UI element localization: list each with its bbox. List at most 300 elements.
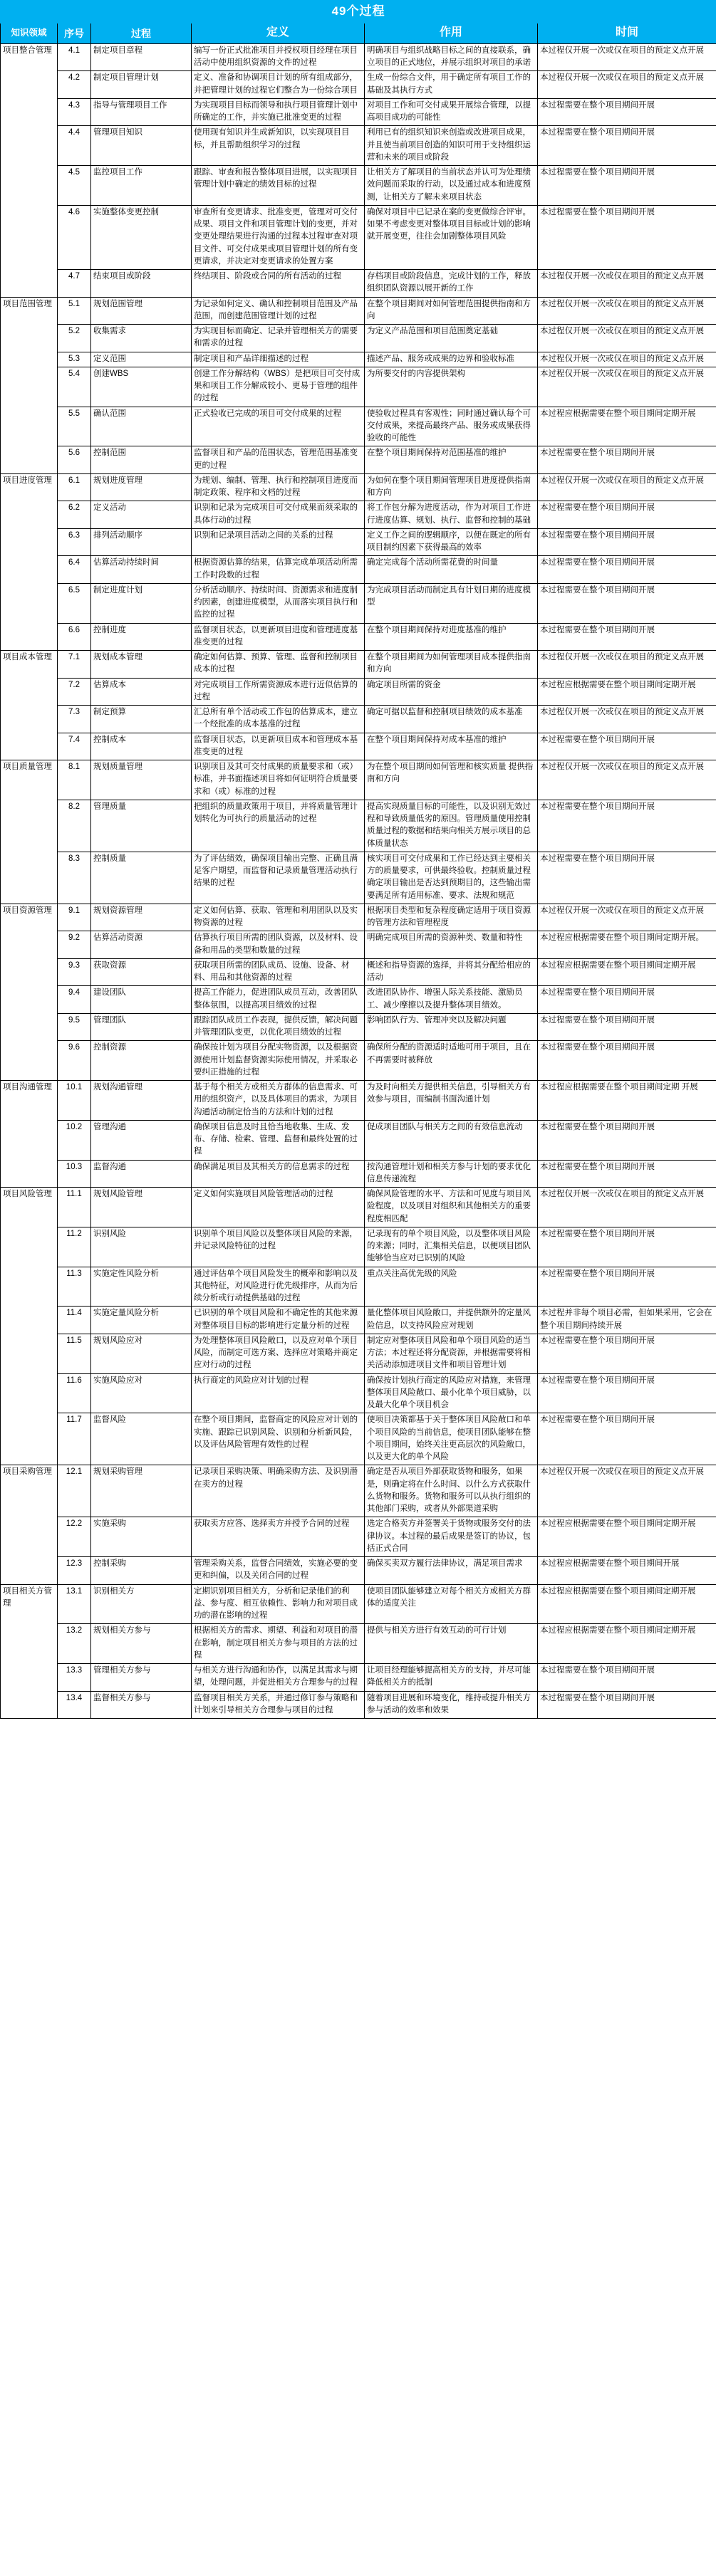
process-name-cell: 实施整体变更控制	[91, 205, 192, 269]
column-header-time: 时间	[538, 23, 716, 43]
table-row	[1, 71, 716, 99]
process-name-cell: 识别相关方	[91, 1584, 192, 1624]
process-role-cell: 为所要交付的内容提供架构	[365, 367, 538, 407]
process-time-cell: 本过程需要在整个项目期间开展	[538, 501, 716, 529]
knowledge-area-cell: 项目风险管理	[1, 1188, 58, 1465]
process-name-cell: 管理团队	[91, 1013, 192, 1041]
process-definition-cell: 提高工作能力，促进团队成员互动，改善团队整体氛围，以提高项目绩效的过程	[192, 986, 365, 1014]
process-name-cell: 规划风险应对	[91, 1334, 192, 1373]
process-seq-cell: 6.6	[58, 623, 91, 651]
process-seq-cell: 8.1	[58, 760, 91, 800]
column-header-process: 过程	[91, 23, 192, 43]
process-definition-cell: 定期识别项目相关方，分析和记录他们的利益、参与度、相互依赖性、影响力和对项目成功的潜在影响的过程	[192, 1584, 365, 1624]
process-definition-cell: 编写一份正式批准项目并授权项目经理在项目活动中使用组织资源的文件的过程	[192, 43, 365, 71]
process-role-cell: 确定是否从项目外部获取货物和服务，如果是，则确定将在什么时间、以什么方式获取什么货物和服务。货物和服务可以从执行组织的其他部门采购，或者从外部渠道采购	[365, 1465, 538, 1517]
process-time-cell: 本过程应根据需要在整个项目期间定期开展	[538, 958, 716, 986]
table-row	[1, 1160, 716, 1188]
process-seq-cell: 13.1	[58, 1584, 91, 1624]
table-row	[1, 623, 716, 651]
process-definition-cell: 跟踪、审查和报告整体项目进展，以实现项目管理计划中确定的绩效目标的过程	[192, 166, 365, 206]
process-name-cell: 控制采购	[91, 1557, 192, 1585]
process-time-cell: 本过程需要在整个项目期间开展	[538, 623, 716, 651]
process-role-cell: 让项目经理能够提高相关方的支持，并尽可能降低相关方的抵制	[365, 1664, 538, 1692]
table-row	[1, 352, 716, 367]
process-definition-cell: 对完成项目工作所需资源成本进行近似估算的过程	[192, 678, 365, 706]
knowledge-area-cell: 项目成本管理	[1, 651, 58, 760]
table-row	[1, 1584, 716, 1624]
process-definition-cell: 监督项目和产品的范围状态，管理范围基准变更的过程	[192, 446, 365, 474]
table-row	[1, 1465, 716, 1517]
process-role-cell: 明确项目与组织战略目标之间的直接联系，确立项目的正式地位，并展示组织对项目的承诺	[365, 43, 538, 71]
process-name-cell: 规划范围管理	[91, 297, 192, 325]
process-name-cell: 制定项目管理计划	[91, 71, 192, 99]
process-name-cell: 实施采购	[91, 1517, 192, 1557]
column-header-role: 作用	[365, 23, 538, 43]
process-role-cell: 确保按计划执行商定的风险应对措施，来管理整体项目风险敞口、最小化单个项目威胁，以及最大化单个项目机会	[365, 1373, 538, 1413]
process-seq-cell: 5.3	[58, 352, 91, 367]
table-row	[1, 1624, 716, 1664]
process-definition-cell: 根据资源估算的结果，估算完成单项活动所需工作时段数的过程	[192, 556, 365, 584]
process-time-cell: 本过程需要在整个项目期间开展	[538, 1160, 716, 1188]
process-name-cell: 规划相关方参与	[91, 1624, 192, 1664]
process-name-cell: 指导与管理项目工作	[91, 98, 192, 126]
process-role-cell: 根据项目类型和复杂程度确定适用于项目资源的管理方法和管理程度	[365, 904, 538, 931]
process-seq-cell: 4.4	[58, 126, 91, 166]
process-definition-cell: 获取项目所需的团队成员、设施、设备、材料、用品和其他资源的过程	[192, 958, 365, 986]
table-row	[1, 1373, 716, 1413]
process-name-cell: 控制范围	[91, 446, 192, 474]
table-title-row	[1, 1, 716, 23]
process-name-cell: 规划沟通管理	[91, 1081, 192, 1121]
process-definition-cell: 为记录如何定义、确认和控制项目范围及产品范围，而创建范围管理计划的过程	[192, 297, 365, 325]
process-name-cell: 控制成本	[91, 733, 192, 760]
process-name-cell: 定义活动	[91, 501, 192, 529]
process-time-cell: 本过程需要在整个项目期间开展	[538, 1120, 716, 1160]
table-row	[1, 1041, 716, 1081]
process-time-cell: 本过程需要在整个项目期间开展	[538, 1664, 716, 1692]
process-role-cell: 随着项目进展和环境变化，维持或提升相关方参与活动的效率和效果	[365, 1691, 538, 1719]
process-role-cell: 将工作包分解为进度活动，作为对项目工作进行进度估算、规划、执行、监督和控制的基础	[365, 501, 538, 529]
process-definition-cell: 监督项目状态，以更新项目成本和管理成本基准变更的过程	[192, 733, 365, 760]
process-role-cell: 确定项目所需的资金	[365, 678, 538, 706]
knowledge-area-cell: 项目范围管理	[1, 297, 58, 473]
table-row	[1, 98, 716, 126]
process-seq-cell: 13.3	[58, 1664, 91, 1692]
table-row	[1, 166, 716, 206]
process-name-cell: 控制进度	[91, 623, 192, 651]
process-seq-cell: 11.4	[58, 1307, 91, 1334]
process-role-cell: 选定合格卖方并签署关于货物或服务交付的法律协议。本过程的最后成果是签订的协议，包括正式合同	[365, 1517, 538, 1557]
process-role-cell: 在整个项目期间保持对进度基准的维护	[365, 623, 538, 651]
process-name-cell: 管理相关方参与	[91, 1664, 192, 1692]
process-seq-cell: 7.1	[58, 651, 91, 679]
process-time-cell: 本过程需要在整个项目期间开展	[538, 1267, 716, 1307]
process-name-cell: 规划进度管理	[91, 473, 192, 501]
process-definition-cell: 为实现目标而确定、记录并管理相关方的需要和需求的过程	[192, 325, 365, 352]
process-seq-cell: 4.6	[58, 205, 91, 269]
process-definition-cell: 基于每个相关方或相关方群体的信息需求、可用的组织资产，以及具体项目的需求，为项目沟通活动制定恰当的方法和计划的过程	[192, 1081, 365, 1121]
process-name-cell: 实施定性风险分析	[91, 1267, 192, 1307]
process-name-cell: 识别风险	[91, 1227, 192, 1267]
process-time-cell: 本过程仅开展一次或仅在项目的预定义点开展	[538, 325, 716, 352]
process-role-cell: 利用已有的组织知识来创造或改进项目成果，并且使当前项目创造的知识可用于支持组织运营和未来的项目或阶段	[365, 126, 538, 166]
process-name-cell: 估算成本	[91, 678, 192, 706]
process-role-cell: 促成项目团队与相关方之间的有效信息流动	[365, 1120, 538, 1160]
process-seq-cell: 11.5	[58, 1334, 91, 1373]
table-row	[1, 501, 716, 529]
process-name-cell: 规划资源管理	[91, 904, 192, 931]
process-definition-cell: 监督项目状态，以更新项目进度和管理进度基准变更的过程	[192, 623, 365, 651]
process-time-cell: 本过程应根据需要在整个项目期间开展	[538, 1557, 716, 1585]
process-time-cell: 本过程需要在整个项目期间开展	[538, 446, 716, 474]
process-role-cell: 确定可据以监督和控制项目绩效的成本基准	[365, 706, 538, 733]
process-time-cell: 本过程应根据需要在整个项目期间定期开展	[538, 678, 716, 706]
process-time-cell: 本过程需要在整个项目期间开展	[538, 583, 716, 623]
process-role-cell: 概述和指导资源的选择，并将其分配给相应的活动	[365, 958, 538, 986]
process-definition-cell: 确保满足项目及其相关方的信息需求的过程	[192, 1160, 365, 1188]
process-definition-cell: 正式验收已完成的项目可交付成果的过程	[192, 407, 365, 446]
process-seq-cell: 4.3	[58, 98, 91, 126]
process-role-cell: 对项目工作和可交付成果开展综合管理，以提高项目成功的可能性	[365, 98, 538, 126]
table-row	[1, 651, 716, 679]
knowledge-area-cell: 项目资源管理	[1, 904, 58, 1080]
process-role-cell: 为在整个项目期间如何管理和核实质量 提供指南和方向	[365, 760, 538, 800]
process-definition-cell: 为规划、编制、管理、执行和控制项目进度而制定政策、程序和文档的过程	[192, 473, 365, 501]
table-row	[1, 367, 716, 407]
process-role-cell: 存档项目或阶段信息，完成计划的工作，释放组织团队资源以展开新的工作	[365, 270, 538, 298]
process-role-cell: 确保对项目中已记录在案的变更做综合评审。如果不考虑变更对整体项目目标或计划的影响就开展变更，往往会加剧整体项目风险	[365, 205, 538, 269]
process-seq-cell: 6.1	[58, 473, 91, 501]
table-title: 49个过程	[1, 1, 716, 23]
process-name-cell: 监督相关方参与	[91, 1691, 192, 1719]
process-definition-cell: 汇总所有单个活动或工作包的估算成本，建立一个经批准的成本基准的过程	[192, 706, 365, 733]
process-definition-cell: 识别和记录为完成项目可交付成果而须采取的具体行动的过程	[192, 501, 365, 529]
process-time-cell: 本过程仅开展一次或仅在项目的预定义点开展	[538, 760, 716, 800]
process-seq-cell: 13.2	[58, 1624, 91, 1664]
process-name-cell: 监控项目工作	[91, 166, 192, 206]
process-name-cell: 获取资源	[91, 958, 192, 986]
process-definition-cell: 确保按计划为项目分配实物资源，以及根据资源使用计划监督资源实际使用情况，并采取必要纠正措施的过程	[192, 1041, 365, 1081]
table-row	[1, 1307, 716, 1334]
process-time-cell: 本过程应根据需要在整个项目期间定期开展	[538, 407, 716, 446]
process-seq-cell: 12.1	[58, 1465, 91, 1517]
table-row	[1, 297, 716, 325]
process-name-cell: 实施风险应对	[91, 1373, 192, 1413]
column-header-definition: 定义	[192, 23, 365, 43]
process-role-cell: 生成一份综合文件，用于确定所有项目工作的基础及其执行方式	[365, 71, 538, 99]
process-role-cell: 影响团队行为、管理冲突以及解决问题	[365, 1013, 538, 1041]
process-time-cell: 本过程需要在整个项目期间开展	[538, 98, 716, 126]
process-role-cell: 在整个项目期间对如何管理范围提供指南和方向	[365, 297, 538, 325]
process-time-cell: 本过程需要在整个项目期间开展	[538, 556, 716, 584]
process-time-cell: 本过程应根据需要在整个项目期间定期开展。	[538, 931, 716, 959]
process-seq-cell: 4.5	[58, 166, 91, 206]
process-time-cell: 本过程需要在整个项目期间开展	[538, 986, 716, 1014]
process-name-cell: 控制资源	[91, 1041, 192, 1081]
process-time-cell: 本过程仅开展一次或仅在项目的预定义点开展	[538, 473, 716, 501]
process-time-cell: 本过程应根据需要在整个项目期间定期 开展	[538, 1081, 716, 1121]
table-row	[1, 904, 716, 931]
process-definition-cell: 识别单个项目风险以及整体项目风险的来源，并记录风险特征的过程	[192, 1227, 365, 1267]
process-seq-cell: 5.1	[58, 297, 91, 325]
process-time-cell: 本过程需要在整个项目期间开展	[538, 1334, 716, 1373]
process-definition-cell: 跟踪团队成员工作表现，提供反馈，解决问题并管理团队变更，以优化项目绩效的过程	[192, 1013, 365, 1041]
process-seq-cell: 9.1	[58, 904, 91, 931]
table-row	[1, 1691, 716, 1719]
process-name-cell: 建设团队	[91, 986, 192, 1014]
process-seq-cell: 7.2	[58, 678, 91, 706]
process-role-cell: 确保风险管理的水平、方法和可见度与项目风险程度，以及项目对组织和其他相关方的重要程度相匹配	[365, 1188, 538, 1227]
process-name-cell: 收集需求	[91, 325, 192, 352]
process-definition-cell: 在整个项目期间，监督商定的风险应对计划的实施、跟踪已识别风险、识别和分析新风险，以及评估风险管理有效性的过程	[192, 1413, 365, 1465]
process-role-cell: 为及时向相关方提供相关信息，引导相关方有效参与项目，而编制书面沟通计划	[365, 1081, 538, 1121]
process-name-cell: 规划成本管理	[91, 651, 192, 679]
process-time-cell: 本过程仅开展一次或仅在项目的预定义点开展	[538, 1465, 716, 1517]
process-definition-cell: 估算执行项目所需的团队资源，以及材料、设备和用品的类型和数量的过程	[192, 931, 365, 959]
process-seq-cell: 4.1	[58, 43, 91, 71]
process-seq-cell: 9.5	[58, 1013, 91, 1041]
process-name-cell: 创建WBS	[91, 367, 192, 407]
table-row	[1, 1081, 716, 1121]
process-role-cell: 为定义产品范围和项目范围奠定基础	[365, 325, 538, 352]
process-time-cell: 本过程仅开展一次或仅在项目的预定义点开展	[538, 270, 716, 298]
process-role-cell: 改进团队协作、增强人际关系技能、激励员工、减少摩擦以及提升整体项目绩效。	[365, 986, 538, 1014]
process-seq-cell: 6.3	[58, 528, 91, 556]
process-time-cell: 本过程仅开展一次或仅在项目的预定义点开展	[538, 367, 716, 407]
column-header-seq: 序号	[58, 23, 91, 43]
process-time-cell: 本过程仅开展一次或仅在项目的预定义点开展	[538, 71, 716, 99]
table-row	[1, 986, 716, 1014]
process-role-cell: 确保所分配的资源适时适地可用于项目，且在 不再需要时被释放	[365, 1041, 538, 1081]
process-time-cell: 本过程需要在整个项目期间开展	[538, 733, 716, 760]
process-time-cell: 本过程需要在整个项目期间开展	[538, 1013, 716, 1041]
process-definition-cell: 创建工作分解结构（WBS）是把项目可交付成果和项目工作分解成较小、更易于管理的组件的过程	[192, 367, 365, 407]
process-definition-cell: 确保项目信息及时且恰当地收集、生成、发布、存储、检索、管理、监督和最终处置的过程	[192, 1120, 365, 1160]
process-role-cell: 提高实现质量目标的可能性，以及识别无效过程和导致质量低劣的原因。管理质量使用控制质量过程的数据和结果向相关方展示项目的总体质量状态	[365, 800, 538, 852]
process-seq-cell: 13.4	[58, 1691, 91, 1719]
process-role-cell: 提供与相关方进行有效互动的可行计划	[365, 1624, 538, 1664]
knowledge-area-cell: 项目进度管理	[1, 473, 58, 650]
process-seq-cell: 7.4	[58, 733, 91, 760]
table-row	[1, 931, 716, 959]
table-row	[1, 43, 716, 71]
process-seq-cell: 5.4	[58, 367, 91, 407]
process-name-cell: 监督沟通	[91, 1160, 192, 1188]
process-definition-cell: 识别项目及其可交付成果的质量要求和（或）标准，并书面描述项目将如何证明符合质量要求和（或）标准的过程	[192, 760, 365, 800]
process-role-cell: 使验收过程具有客观性；同时通过确认每个可交付成果，来提高最终产品、服务或成果获得验收的可能性	[365, 407, 538, 446]
process-definition-cell: 定义、准备和协调项目计划的所有组成部分，并把管理计划的过程它们整合为一份综合项目	[192, 71, 365, 99]
process-name-cell: 估算活动资源	[91, 931, 192, 959]
process-time-cell: 本过程需要在整个项目期间开展	[538, 852, 716, 904]
process-definition-cell: 为了评估绩效，确保项目输出完整、正确且满足客户期望，而监督和记录质量管理活动执行结果的过程	[192, 852, 365, 904]
process-role-cell: 使项目团队能够建立对每个相关方或相关方群 体的适度关注	[365, 1584, 538, 1624]
process-name-cell: 制定项目章程	[91, 43, 192, 71]
process-time-cell: 本过程应根据需要在整个项目期间定期开展	[538, 1624, 716, 1664]
process-time-cell: 本过程需要在整个项目期间开展	[538, 1041, 716, 1081]
process-seq-cell: 9.2	[58, 931, 91, 959]
process-name-cell: 实施定量风险分析	[91, 1307, 192, 1334]
process-seq-cell: 12.3	[58, 1557, 91, 1585]
table-row	[1, 1188, 716, 1227]
process-definition-cell: 终结项目、阶段或合同的所有活动的过程	[192, 270, 365, 298]
table-row	[1, 1413, 716, 1465]
table-row	[1, 528, 716, 556]
process-definition-cell: 确定如何估算、预算、管理、监督和控制项目成本的过程	[192, 651, 365, 679]
process-role-cell: 描述产品、服务或成果的边界和验收标准	[365, 352, 538, 367]
table-row	[1, 1013, 716, 1041]
process-name-cell: 制定预算	[91, 706, 192, 733]
table-row	[1, 1267, 716, 1307]
process-role-cell: 为如何在整个项目期间管理项目进度提供指南和方向	[365, 473, 538, 501]
process-time-cell: 本过程应根据需要在整个项目期间定期开展	[538, 1517, 716, 1557]
table-row	[1, 760, 716, 800]
table-row	[1, 446, 716, 474]
table-row	[1, 706, 716, 733]
table-row	[1, 1120, 716, 1160]
process-definition-cell: 使用现有知识并生成新知识，以实现项目目标，并且帮助组织学习的过程	[192, 126, 365, 166]
process-definition-cell: 为实现项目目标而领导和执行项目管理计划中所确定的工作，并实施已批准变更的过程	[192, 98, 365, 126]
process-time-cell: 本过程仅开展一次或仅在项目的预定义点开展	[538, 706, 716, 733]
process-definition-cell: 定义如何实施项目风险管理活动的过程	[192, 1188, 365, 1227]
table-row	[1, 205, 716, 269]
process-seq-cell: 11.7	[58, 1413, 91, 1465]
process-name-cell: 规划质量管理	[91, 760, 192, 800]
table-row	[1, 126, 716, 166]
process-definition-cell: 根据相关方的需求、期望、利益和对项目的潜在影响，制定项目相关方参与项目的方法的过程	[192, 1624, 365, 1664]
process-seq-cell: 11.6	[58, 1373, 91, 1413]
process-definition-cell: 定义如何估算、获取、管理和利用团队以及实物资源的过程	[192, 904, 365, 931]
process-seq-cell: 5.5	[58, 407, 91, 446]
process-role-cell: 在整个项目期间保持对成本基准的维护	[365, 733, 538, 760]
process-role-cell: 使项目决策都基于关于整体项目风险敞口和单个项目风险的当前信息，使项目团队能够在整个项目期间，始终关注更高层次的风险敞口，以及更大化的单个风险	[365, 1413, 538, 1465]
table-row	[1, 958, 716, 986]
process-name-cell: 估算活动持续时间	[91, 556, 192, 584]
table-row	[1, 1664, 716, 1692]
process-time-cell: 本过程需要在整个项目期间开展	[538, 166, 716, 206]
process-definition-cell: 获取卖方应答、选择卖方并授予合同的过程	[192, 1517, 365, 1557]
process-definition-cell: 分析活动顺序、持续时间、资源需求和进度制约因素，创建进度模型，从而落实项目执行和监控的过程	[192, 583, 365, 623]
table-row	[1, 583, 716, 623]
process-seq-cell: 10.3	[58, 1160, 91, 1188]
process-definition-cell: 执行商定的风险应对计划的过程	[192, 1373, 365, 1413]
table-row	[1, 1557, 716, 1585]
process-time-cell: 本过程需要在整个项目期间开展	[538, 126, 716, 166]
process-seq-cell: 9.6	[58, 1041, 91, 1081]
process-seq-cell: 10.2	[58, 1120, 91, 1160]
process-role-cell: 为完成项目活动而制定具有计划日期的进度模型	[365, 583, 538, 623]
process-name-cell: 规划采购管理	[91, 1465, 192, 1517]
process-time-cell: 本过程需要在整个项目期间开展	[538, 1691, 716, 1719]
process-role-cell: 按沟通管理计划和相关方参与计划的要求优化信息传递流程	[365, 1160, 538, 1188]
process-definition-cell: 记录项目采购决策、明确采购方法、及识别潜在卖方的过程	[192, 1465, 365, 1517]
process-name-cell: 确认范围	[91, 407, 192, 446]
process-seq-cell: 11.3	[58, 1267, 91, 1307]
process-time-cell: 本过程应根据需要在整个项目期间定期开展	[538, 1584, 716, 1624]
table-row	[1, 270, 716, 298]
process-seq-cell: 11.1	[58, 1188, 91, 1227]
process-definition-cell: 为处理整体项目风险敞口，以及应对单个项目风险，而制定可选方案、选择应对策略并商定应对行动的过程	[192, 1334, 365, 1373]
process-role-cell: 确保买卖双方履行法律协议，满足项目需求	[365, 1557, 538, 1585]
process-seq-cell: 5.2	[58, 325, 91, 352]
process-time-cell: 本过程仅开展一次或仅在项目的预定义点开展	[538, 352, 716, 367]
process-seq-cell: 8.2	[58, 800, 91, 852]
table-row	[1, 678, 716, 706]
process-seq-cell: 6.2	[58, 501, 91, 529]
process-definition-cell: 把组织的质量政策用于项目，并将质量管理计划转化为可执行的质量活动的过程	[192, 800, 365, 852]
process-role-cell: 在整个项目期间保持对范围基准的维护	[365, 446, 538, 474]
process-seq-cell: 4.7	[58, 270, 91, 298]
process-seq-cell: 6.4	[58, 556, 91, 584]
process-seq-cell: 5.6	[58, 446, 91, 474]
process-time-cell: 本过程仅开展一次或仅在项目的预定义点开展	[538, 904, 716, 931]
process-role-cell: 核实项目可交付成果和工作已经达到主要相关方的质量要求，可供最终验收。控制质量过程确定项目输出是否达到预期目的，这些输出需要满足所有适用标准、要求、法规和规范	[365, 852, 538, 904]
process-role-cell: 制定应对整体项目风险和单个项目风险的适当方法；本过程还将分配资源，并根据需要将相关活动添加进项目文件和项目管理计划	[365, 1334, 538, 1373]
process-role-cell: 定义工作之间的逻辑顺序，以便在既定的所有项目制约因素下获得最高的效率	[365, 528, 538, 556]
process-role-cell: 让相关方了解项目的当前状态并认可为处理绩效问题而采取的行动，以及通过成本和进度预测，让相关方了解未来项目状态	[365, 166, 538, 206]
knowledge-area-cell: 项目沟通管理	[1, 1081, 58, 1188]
knowledge-area-cell: 项目质量管理	[1, 760, 58, 904]
process-time-cell: 本过程需要在整个项目期间开展	[538, 800, 716, 852]
process-definition-cell: 与相关方进行沟通和协作，以满足其需求与期望，处理问题，并促进相关方合理参与的过程	[192, 1664, 365, 1692]
process-definition-cell: 审查所有变更请求、批准变更，管理对可交付成果、项目文件和项目管理计划的变更，并对变更处理结果进行沟通的过程本过程审查对项目文件、可交付成果或项目管理计划的所有变更请求，并决定对变更请求的处置方案	[192, 205, 365, 269]
process-seq-cell: 10.1	[58, 1081, 91, 1121]
process-time-cell: 本过程需要在整个项目期间开展	[538, 205, 716, 269]
process-time-cell: 本过程需要在整个项目期间开展	[538, 1227, 716, 1267]
process-role-cell: 记录现有的单个项目风险，以及整体项目风险的来源；同时，汇集相关信息，以便项目团队能够恰当应对已识别的风险	[365, 1227, 538, 1267]
process-definition-cell: 通过评估单个项目风险发生的概率和影响以及其他特征，对风险进行优先级排序，从而为后续分析或行动提供基础的过程	[192, 1267, 365, 1307]
process-name-cell: 制定进度计划	[91, 583, 192, 623]
process-definition-cell: 已识别的单个项目风险和不确定性的其他来源对整体项目目标的影响进行定量分析的过程	[192, 1307, 365, 1334]
process-name-cell: 监督风险	[91, 1413, 192, 1465]
process-role-cell: 明确完成项目所需的资源种类、数量和特性	[365, 931, 538, 959]
process-time-cell: 本过程仅开展一次或仅在项目的预定义点开展	[538, 297, 716, 325]
process-seq-cell: 9.3	[58, 958, 91, 986]
process-seq-cell: 4.2	[58, 71, 91, 99]
process-definition-cell: 制定项目和产品详细描述的过程	[192, 352, 365, 367]
process-time-cell: 本过程仅开展一次或仅在项目的预定义点开展	[538, 43, 716, 71]
process-name-cell: 控制质量	[91, 852, 192, 904]
process-time-cell: 本过程仅开展一次或仅在项目的预定义点开展	[538, 1188, 716, 1227]
knowledge-area-cell: 项目相关方管理	[1, 1584, 58, 1719]
knowledge-area-cell: 项目整合管理	[1, 43, 58, 297]
process-time-cell: 本过程需要在整个项目期间开展	[538, 1413, 716, 1465]
process-time-cell: 本过程并非每个项目必需，但如果采用，它会在整个项目期间持续开展	[538, 1307, 716, 1334]
process-role-cell: 量化整体项目风险敞口，并提供额外的定量风险信息，以支持风险应对规划	[365, 1307, 538, 1334]
process-definition-cell: 识别和记录项目活动之间的关系的过程	[192, 528, 365, 556]
process-name-cell: 定义范围	[91, 352, 192, 367]
table-header-row	[1, 23, 716, 43]
process-seq-cell: 7.3	[58, 706, 91, 733]
process-definition-cell: 监督项目相关方关系，并通过修订参与策略和计划来引导相关方合理参与项目的过程	[192, 1691, 365, 1719]
table-row	[1, 733, 716, 760]
process-name-cell: 管理项目知识	[91, 126, 192, 166]
table-row	[1, 473, 716, 501]
process-role-cell: 重点关注高优先级的风险	[365, 1267, 538, 1307]
process-seq-cell: 11.2	[58, 1227, 91, 1267]
knowledge-area-cell: 项目采购管理	[1, 1465, 58, 1584]
table-row	[1, 556, 716, 584]
process-time-cell: 本过程需要在整个项目期间开展	[538, 528, 716, 556]
process-seq-cell: 9.4	[58, 986, 91, 1014]
process-name-cell: 规划风险管理	[91, 1188, 192, 1227]
process-role-cell: 在整个项目期间为如何管理项目成本提供指南和方向	[365, 651, 538, 679]
process-seq-cell: 12.2	[58, 1517, 91, 1557]
table-row	[1, 800, 716, 852]
process-name-cell: 管理沟通	[91, 1120, 192, 1160]
process-name-cell: 排列活动顺序	[91, 528, 192, 556]
table-row	[1, 1334, 716, 1373]
table-row	[1, 1227, 716, 1267]
